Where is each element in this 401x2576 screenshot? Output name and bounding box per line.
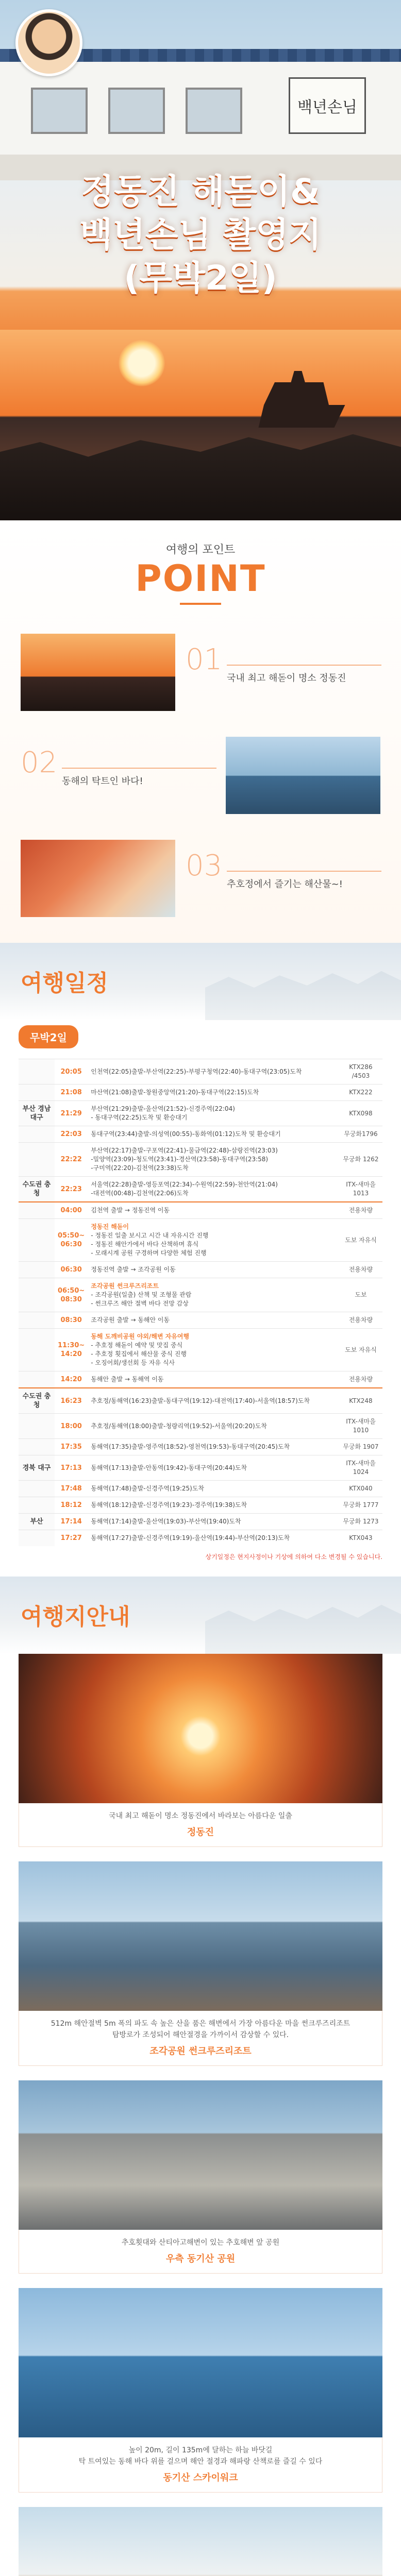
schedule-time: 16:23 <box>55 1388 88 1414</box>
schedule-description-line: - 추호정 해돋이 예약 및 맛집 중식 <box>91 1342 183 1349</box>
table-row <box>19 1388 382 1414</box>
schedule-group <box>19 1414 55 1439</box>
schedule-description-line: 동해역(17:35)출발-영주역(18:52)-영천역(19:53)-동대구역(20:45)도착 <box>91 1443 290 1450</box>
schedule-transport: 도보 자유식 <box>339 1329 382 1371</box>
schedule-group <box>19 1497 55 1514</box>
day-badge: 무박2일 <box>19 1025 78 1048</box>
schedule-group <box>19 1143 55 1177</box>
schedule-transport: KTX222 <box>339 1084 382 1101</box>
schedule-time: 08:30 <box>55 1312 88 1329</box>
schedule-description <box>88 1455 339 1481</box>
schedule-table <box>19 1059 382 1546</box>
schedule-description-line: 부산역(22:17)출발-구포역(22:41)-물금역(22:48)-삼랑진역(23:03) <box>91 1147 278 1154</box>
schedule-description-line: 추호정/동해역(18:00)출발-청량리역(19:52)-서울역(20:20)도착 <box>91 1422 267 1430</box>
schedule-group <box>19 1126 55 1143</box>
schedule-description-line: -구미역(22:20)-김천역(23:38)도착 <box>91 1164 189 1172</box>
schedule-time: 21:29 <box>55 1101 88 1126</box>
schedule-description-line: 김천역 출발 → 정동진역 이동 <box>91 1207 170 1214</box>
spot-description: 높이 20m, 길이 135m에 달하는 하늘 바닷길 탁 트여있는 동해 바다 위를 걸으며 해안 절경과 해파랑 산책로를 즐길 수 있다 <box>78 2446 323 2466</box>
schedule-description-line: - 정동진 일출 보시고 시간 내 자유시간 진행 <box>91 1232 209 1239</box>
schedule-description <box>88 1371 339 1388</box>
schedule-description <box>88 1126 339 1143</box>
schedule-group <box>19 1481 55 1497</box>
point-section <box>0 520 401 943</box>
schedule-time: 06:30 <box>55 1262 88 1278</box>
point-number: 03 <box>186 849 223 883</box>
schedule-description-line: - 조각공원(일출) 산책 및 조형물 관람 <box>91 1291 192 1298</box>
schedule-time: 18:00 <box>55 1414 88 1439</box>
schedule-description-line: 인천역(22:05)출발-부산역(22:25)-부평구청역(22:40)-동대구역(23:05)도착 <box>91 1067 302 1075</box>
schedule-transport: ITX-새마을 1013 <box>339 1177 382 1202</box>
point-photo-sunrise <box>21 634 175 711</box>
schedule-description-line: 동해 도깨비공원 야외/해변 자유여행 <box>91 1333 190 1340</box>
schedule-time: 22:23 <box>55 1177 88 1202</box>
schedule-description-line: -밀양역(23:09)-청도역(23:41)-경산역(23:58)-동대구역(23:58) <box>91 1156 269 1163</box>
schedule-group: 수도권 충청 <box>19 1177 55 1202</box>
schedule-description-line: 조각공원 썬크루즈리조트 <box>91 1282 159 1290</box>
spot-photo-village <box>19 2507 382 2576</box>
avatar <box>15 9 82 76</box>
schedule-description <box>88 1497 339 1514</box>
point-subtitle: 여행의 포인트 <box>165 544 236 556</box>
schedule-transport: KTX040 <box>339 1481 382 1497</box>
schedule-description <box>88 1219 339 1262</box>
table-row <box>19 1101 382 1126</box>
hero-window <box>31 88 88 134</box>
schedule-description <box>88 1143 339 1177</box>
schedule-description-line: 정동진 해돋이 <box>91 1223 129 1230</box>
schedule-description-line: 서울역(22:28)출발-영등포역(22:34)-수원역(22:59)-천안역(21:04) <box>91 1181 278 1188</box>
table-row <box>19 1219 382 1262</box>
schedule-transport: 무궁화 1262 <box>339 1143 382 1177</box>
schedule-time: 05:50~ 06:30 <box>55 1219 88 1262</box>
hero-title-line: (무박2일) <box>124 258 277 298</box>
point-line <box>227 871 381 872</box>
schedule-heading <box>0 943 401 1020</box>
point-text: 국내 최고 해돋이 명소 정동진 <box>227 673 346 684</box>
spot-photo-skywalk <box>19 2288 382 2437</box>
schedule-time: 14:20 <box>55 1371 88 1388</box>
hero-banner <box>0 0 401 520</box>
table-row <box>19 1414 382 1439</box>
schedule-group <box>19 1219 55 1262</box>
schedule-group <box>19 1202 55 1219</box>
schedule-time: 22:03 <box>55 1126 88 1143</box>
schedule-group <box>19 1329 55 1371</box>
schedule-description-line: - 썬크루즈 해안 절벽 바다 전망 감상 <box>91 1300 189 1307</box>
spot-name: 조각공원 썬크루즈리조트 <box>149 2046 252 2057</box>
schedule-time: 17:48 <box>55 1481 88 1497</box>
schedule-transport: 무궁화 1907 <box>339 1439 382 1455</box>
schedule-transport: 전용차량 <box>339 1202 382 1219</box>
schedule-description <box>88 1481 339 1497</box>
schedule-transport: 도보 <box>339 1278 382 1312</box>
schedule-transport: 도보 자유식 <box>339 1219 382 1262</box>
table-row <box>19 1514 382 1530</box>
schedule-transport: 무궁화 1777 <box>339 1497 382 1514</box>
table-row <box>19 1262 382 1278</box>
point-line <box>227 665 381 666</box>
point-number: 02 <box>21 746 58 779</box>
table-row <box>19 1439 382 1455</box>
schedule-description-line: 동해역(18:12)출발-신경주역(19:23)-경주역(19:38)도착 <box>91 1501 247 1509</box>
schedule-description <box>88 1177 339 1202</box>
schedule-description-line: -대전역(00:48)-김천역(22:06)도착 <box>91 1190 189 1197</box>
schedule-description-line: - 모래시계 공원 구경하며 다양한 체험 진행 <box>91 1249 207 1257</box>
schedule-transport: ITX-새마을 1010 <box>339 1414 382 1439</box>
spot-card <box>19 1861 382 2066</box>
schedule-description-line: 정동진역 출발 → 조각공원 이동 <box>91 1266 176 1273</box>
schedule-transport: 전용차량 <box>339 1371 382 1388</box>
schedule-group: 수도권 충청 <box>19 1388 55 1414</box>
schedule-description <box>88 1278 339 1312</box>
table-row <box>19 1202 382 1219</box>
hero-window <box>108 88 165 134</box>
schedule-description-line: 조각공원 출발 → 동해안 이동 <box>91 1316 170 1324</box>
spot-card <box>19 2080 382 2274</box>
section-title: 여행지안내 <box>21 1604 130 1630</box>
schedule-time: 22:22 <box>55 1143 88 1177</box>
spot-description: 추호횟대와 산티아고해변이 있는 추호해변 앞 공원 <box>121 2239 280 2247</box>
schedule-description-line: 동해안 출발 → 동해역 이동 <box>91 1376 164 1383</box>
schedule-section <box>0 1020 401 1577</box>
schedule-note: 상기일정은 현지사정이나 기상에 의하여 다소 변경될 수 있습니다. <box>205 1553 382 1561</box>
table-row <box>19 1481 382 1497</box>
schedule-time: 17:13 <box>55 1455 88 1481</box>
schedule-group <box>19 1059 55 1084</box>
schedule-time: 11:30~ 14:20 <box>55 1329 88 1371</box>
schedule-transport: KTX248 <box>339 1388 382 1414</box>
spot-photo-jeongdongjin <box>19 1654 382 1803</box>
schedule-description <box>88 1530 339 1547</box>
schedule-group: 부산 <box>19 1514 55 1530</box>
point-text: 추호정에서 즐기는 해산물~! <box>227 879 343 890</box>
table-row <box>19 1126 382 1143</box>
schedule-transport: 무궁화 1273 <box>339 1514 382 1530</box>
schedule-description-line: 추호정/동해역(16:23)출발-동대구역(19:12)-대전역(17:40)-서울역(18:57)도착 <box>91 1397 310 1404</box>
schedule-description-line: 동해역(17:14)출발-울산역(19:03)-부산역(19:40)도착 <box>91 1518 241 1525</box>
schedule-description <box>88 1414 339 1439</box>
spot-caption <box>19 2011 382 2066</box>
schedule-time: 21:08 <box>55 1084 88 1101</box>
schedule-description <box>88 1202 339 1219</box>
schedule-description <box>88 1084 339 1101</box>
hero-title <box>0 170 401 300</box>
point-photo-sea <box>226 737 380 814</box>
table-row <box>19 1059 382 1084</box>
schedule-description <box>88 1262 339 1278</box>
schedule-group <box>19 1530 55 1547</box>
table-row <box>19 1177 382 1202</box>
schedule-description <box>88 1101 339 1126</box>
spot-name: 우측 동기산 공원 <box>165 2253 236 2264</box>
schedule-time: 18:12 <box>55 1497 88 1514</box>
section-title: 여행일정 <box>21 970 109 996</box>
schedule-transport: KTX043 <box>339 1530 382 1547</box>
schedule-description-line: 동해역(17:27)출발-신경주역(19:19)-울산역(19:44)-부산역(20:13)도착 <box>91 1534 290 1541</box>
schedule-description-line: 부산역(21:29)출발-울산역(21:52)-신경주역(22:04) <box>91 1105 235 1112</box>
schedule-time: 20:05 <box>55 1059 88 1084</box>
spot-photo-park <box>19 2080 382 2230</box>
table-row <box>19 1455 382 1481</box>
point-line <box>62 768 216 769</box>
schedule-transport: 전용차량 <box>339 1312 382 1329</box>
schedule-transport: ITX-새마을 1024 <box>339 1455 382 1481</box>
schedule-description <box>88 1388 339 1414</box>
schedule-group <box>19 1312 55 1329</box>
schedule-time: 06:50~ 08:30 <box>55 1278 88 1312</box>
hero-title-line: 백년손님 촬영지 <box>79 215 322 255</box>
spot-caption <box>19 2437 382 2493</box>
spot-description: 512m 해안절벽 5m 폭의 파도 속 높은 산을 품은 해변에서 가장 아름다운 마을 썬크루즈리조트 탐방로가 조성되어 해안절경을 가까이서 감상할 수 있다. <box>51 2020 350 2039</box>
schedule-description-line: 동해역(17:13)출발-안동역(19:42)-동대구역(20:44)도착 <box>91 1464 247 1471</box>
table-row <box>19 1329 382 1371</box>
schedule-time: 17:35 <box>55 1439 88 1455</box>
sun-icon <box>119 340 165 386</box>
spot-name: 동기산 스카이워크 <box>163 2472 238 2483</box>
schedule-description-line: 마산역(21:08)출발-창원중앙역(21:20)-동대구역(22:15)도착 <box>91 1089 259 1096</box>
schedule-time: 17:27 <box>55 1530 88 1547</box>
spots-heading <box>0 1577 401 1654</box>
table-row <box>19 1143 382 1177</box>
table-row <box>19 1278 382 1312</box>
schedule-description <box>88 1514 339 1530</box>
table-row <box>19 1497 382 1514</box>
hero-sign: 백년손님 <box>289 77 366 134</box>
schedule-group <box>19 1439 55 1455</box>
hero-title-line: 정동진 해돋이& <box>81 172 320 211</box>
schedule-description-line: 동대구역(23:44)출발-의성역(00:55)-동화역(01:12)도착 및 환승대기 <box>91 1130 281 1138</box>
table-row <box>19 1084 382 1101</box>
spot-photo-cliff <box>19 1861 382 2011</box>
point-photo-seafood <box>21 840 175 917</box>
schedule-description-line: 동해역(17:48)출발-신경주역(19:25)도착 <box>91 1485 205 1492</box>
schedule-description-line: - 추호정 횟집에서 해산물 중식 진행 <box>91 1350 187 1358</box>
spots-section <box>0 1654 401 2576</box>
schedule-description <box>88 1329 339 1371</box>
spot-caption <box>19 1803 382 1847</box>
schedule-description-line: - 정동진 해안가에서 바다 산책하며 휴식 <box>91 1241 199 1248</box>
schedule-transport: 무궁화1796 <box>339 1126 382 1143</box>
hero-window <box>186 88 242 134</box>
point-number: 01 <box>186 643 223 676</box>
schedule-description <box>88 1059 339 1084</box>
schedule-time: 17:14 <box>55 1514 88 1530</box>
point-divider <box>180 603 221 605</box>
schedule-group: 부산 경남 대구 <box>19 1101 55 1126</box>
schedule-group <box>19 1084 55 1101</box>
schedule-group: 경북 대구 <box>19 1455 55 1481</box>
spot-name: 정동진 <box>187 1827 214 1838</box>
spot-card <box>19 2288 382 2493</box>
schedule-description-line: - 동대구역(22:25)도착 및 환승대기 <box>91 1114 188 1121</box>
schedule-transport: KTX098 <box>339 1101 382 1126</box>
spot-card <box>19 2507 382 2576</box>
schedule-group <box>19 1278 55 1312</box>
spot-card <box>19 1654 382 1847</box>
schedule-transport: 전용차량 <box>339 1262 382 1278</box>
spot-description: 국내 최고 해돋이 명소 정동진에서 바라보는 아름다운 일출 <box>109 1812 292 1820</box>
point-title: POINT <box>135 557 266 600</box>
schedule-group <box>19 1371 55 1388</box>
table-row <box>19 1530 382 1547</box>
schedule-description <box>88 1439 339 1455</box>
schedule-description-line: - 오징어회/생선회 등 자유 식사 <box>91 1359 175 1366</box>
schedule-group <box>19 1262 55 1278</box>
table-row <box>19 1371 382 1388</box>
point-text: 동해의 탁트인 바다! <box>62 776 143 787</box>
schedule-description <box>88 1312 339 1329</box>
spot-caption <box>19 2230 382 2274</box>
table-row <box>19 1312 382 1329</box>
schedule-transport: KTX286 /4503 <box>339 1059 382 1084</box>
schedule-time: 04:00 <box>55 1202 88 1219</box>
